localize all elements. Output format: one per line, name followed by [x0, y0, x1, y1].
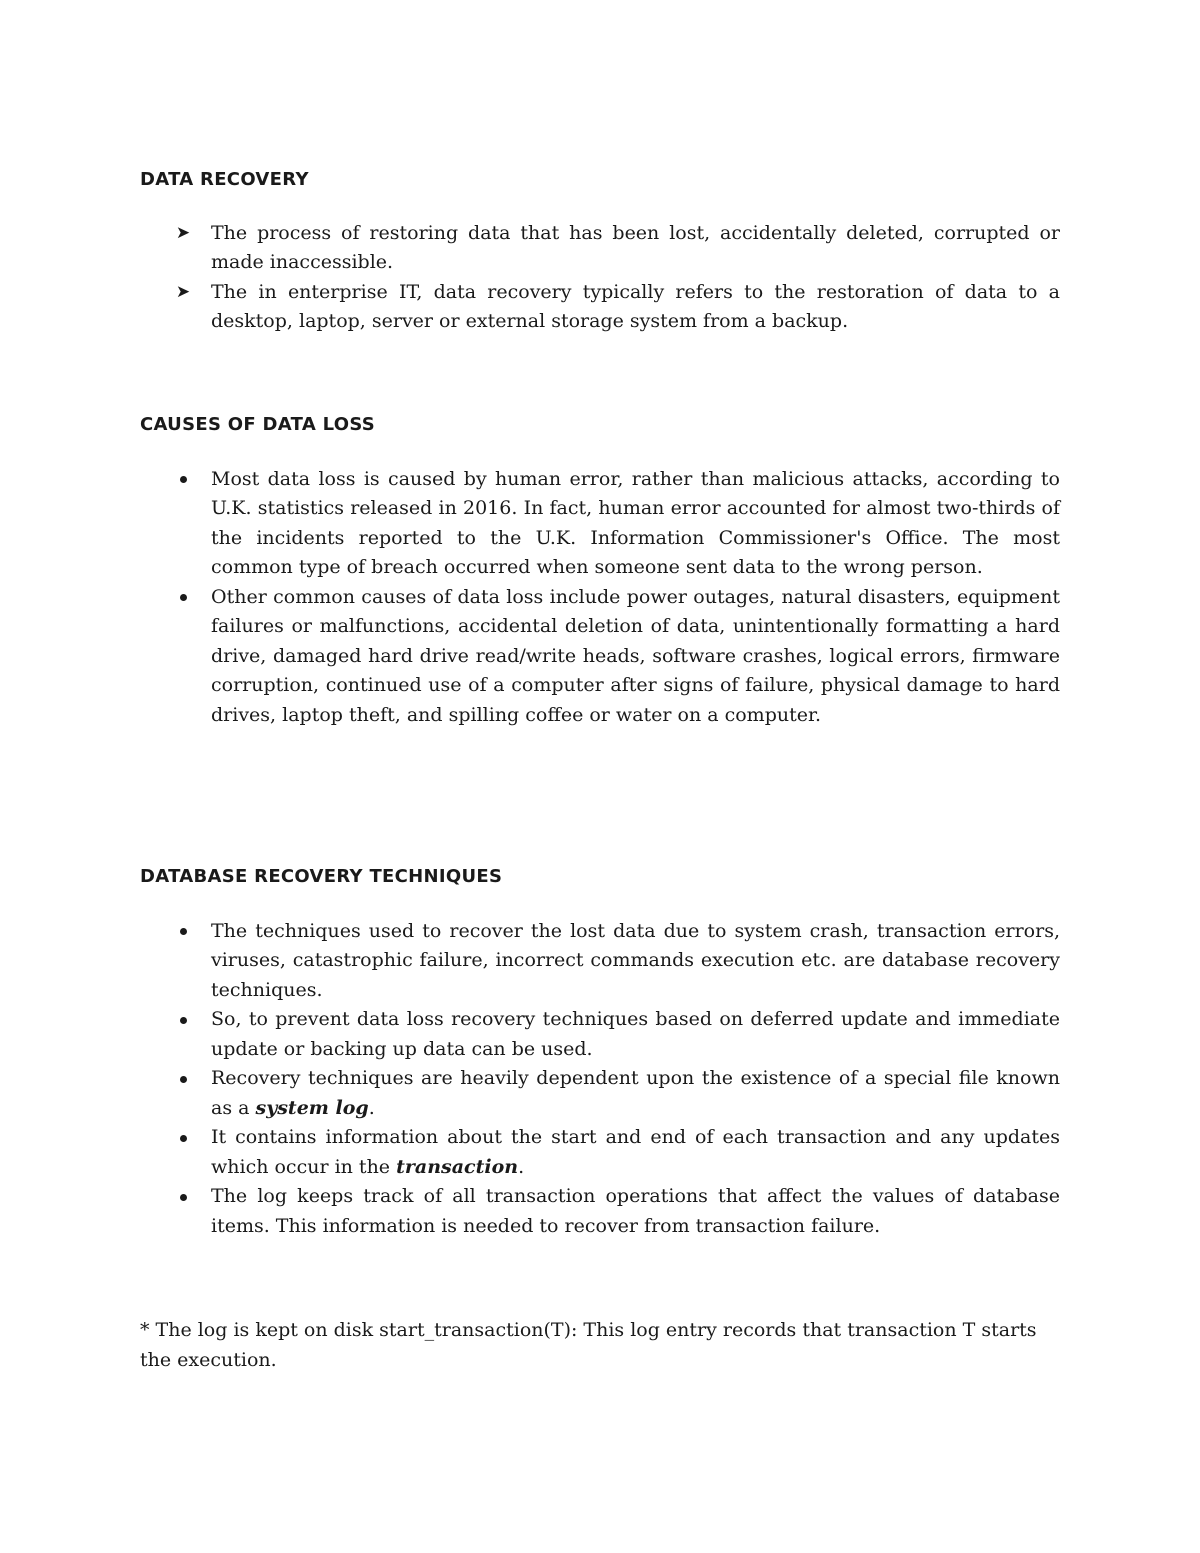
- section-heading: CAUSES OF DATA LOSS: [140, 414, 376, 435]
- list-item-text: The process of restoring data that has been lost, accidentally deleted, corrupted or made inaccessible.: [211, 221, 1060, 273]
- list-item-text: [211, 1126, 1060, 1178]
- list-item-text: Other common causes of data loss include power outages, natural disasters, equipment failures or malfunctions, accidental deletion of data, unintentionally formatting a hard drive, damaged hard drive read/write heads, software crashes, logical errors, firmware corruption, continued use of a computer after signs of failure, physical damage to hard drives, laptop theft, and spilling coffee or water on a computer.: [211, 585, 1060, 726]
- dot-bullet-icon: [173, 583, 193, 613]
- text-run: .: [518, 1155, 525, 1178]
- text-run: It contains information about the start and end of each transaction and any updates which occur in the: [211, 1126, 1060, 1178]
- list-item: [140, 1123, 1060, 1182]
- list-item: [140, 1064, 1060, 1123]
- list-item: [140, 219, 1060, 278]
- section-heading: DATABASE RECOVERY TECHNIQUES: [140, 866, 503, 887]
- text-run: Recovery techniques are heavily dependent upon the existence of a special file known as a: [211, 1067, 1060, 1119]
- dot-bullet-icon: [173, 1182, 193, 1212]
- list-item: [140, 583, 1060, 731]
- section-causes-of-data-loss: [140, 410, 1060, 730]
- arrow-bullet-icon: ➤: [175, 222, 191, 243]
- list-item: [140, 1005, 1060, 1064]
- bullet-list: [140, 465, 1060, 731]
- dot-bullet-icon: [173, 1064, 193, 1094]
- list-item-text: [211, 1067, 1060, 1119]
- dot-bullet-icon: [173, 917, 193, 947]
- emphasized-term: system log: [255, 1096, 369, 1119]
- dot-bullet-icon: [173, 465, 193, 495]
- section-data-recovery: [140, 165, 1060, 337]
- emphasized-term: transaction: [396, 1155, 519, 1178]
- list-item: [140, 278, 1060, 337]
- bullet-list: [140, 219, 1060, 337]
- section-heading: DATA RECOVERY: [140, 169, 309, 190]
- list-item-text: The in enterprise IT, data recovery typically refers to the restoration of data to a desktop, laptop, server or external storage system from a backup.: [211, 280, 1060, 332]
- list-item-text: So, to prevent data loss recovery techniques based on deferred update and immediate update or backing up data can be used.: [211, 1008, 1060, 1060]
- list-item-text: The log keeps track of all transaction operations that affect the values of database items. This information is needed to recover from transaction failure.: [211, 1185, 1060, 1237]
- arrow-bullet-icon: ➤: [175, 281, 191, 302]
- section-database-recovery-techniques: [140, 862, 1060, 1241]
- list-item: [140, 917, 1060, 1006]
- list-item-text: The techniques used to recover the lost data due to system crash, transaction errors, viruses, catastrophic failure, incorrect commands execution etc. are database recovery techniques.: [211, 919, 1060, 1001]
- footnote: * The log is kept on disk start_transaction(T): This log entry records that transaction T starts the execution.: [140, 1319, 1037, 1371]
- list-item: [140, 465, 1060, 583]
- dot-bullet-icon: [173, 1005, 193, 1035]
- text-run: .: [368, 1096, 375, 1119]
- bullet-list: [140, 917, 1060, 1242]
- dot-bullet-icon: [173, 1123, 193, 1153]
- list-item: [140, 1182, 1060, 1241]
- list-item-text: Most data loss is caused by human error, rather than malicious attacks, according to U.K. statistics released in 2016. In fact, human error accounted for almost two-thirds of the incidents reported to the U.K. Information Commissioner's Office. The most common type of breach occurred when someone sent data to the wrong person.: [211, 467, 1060, 578]
